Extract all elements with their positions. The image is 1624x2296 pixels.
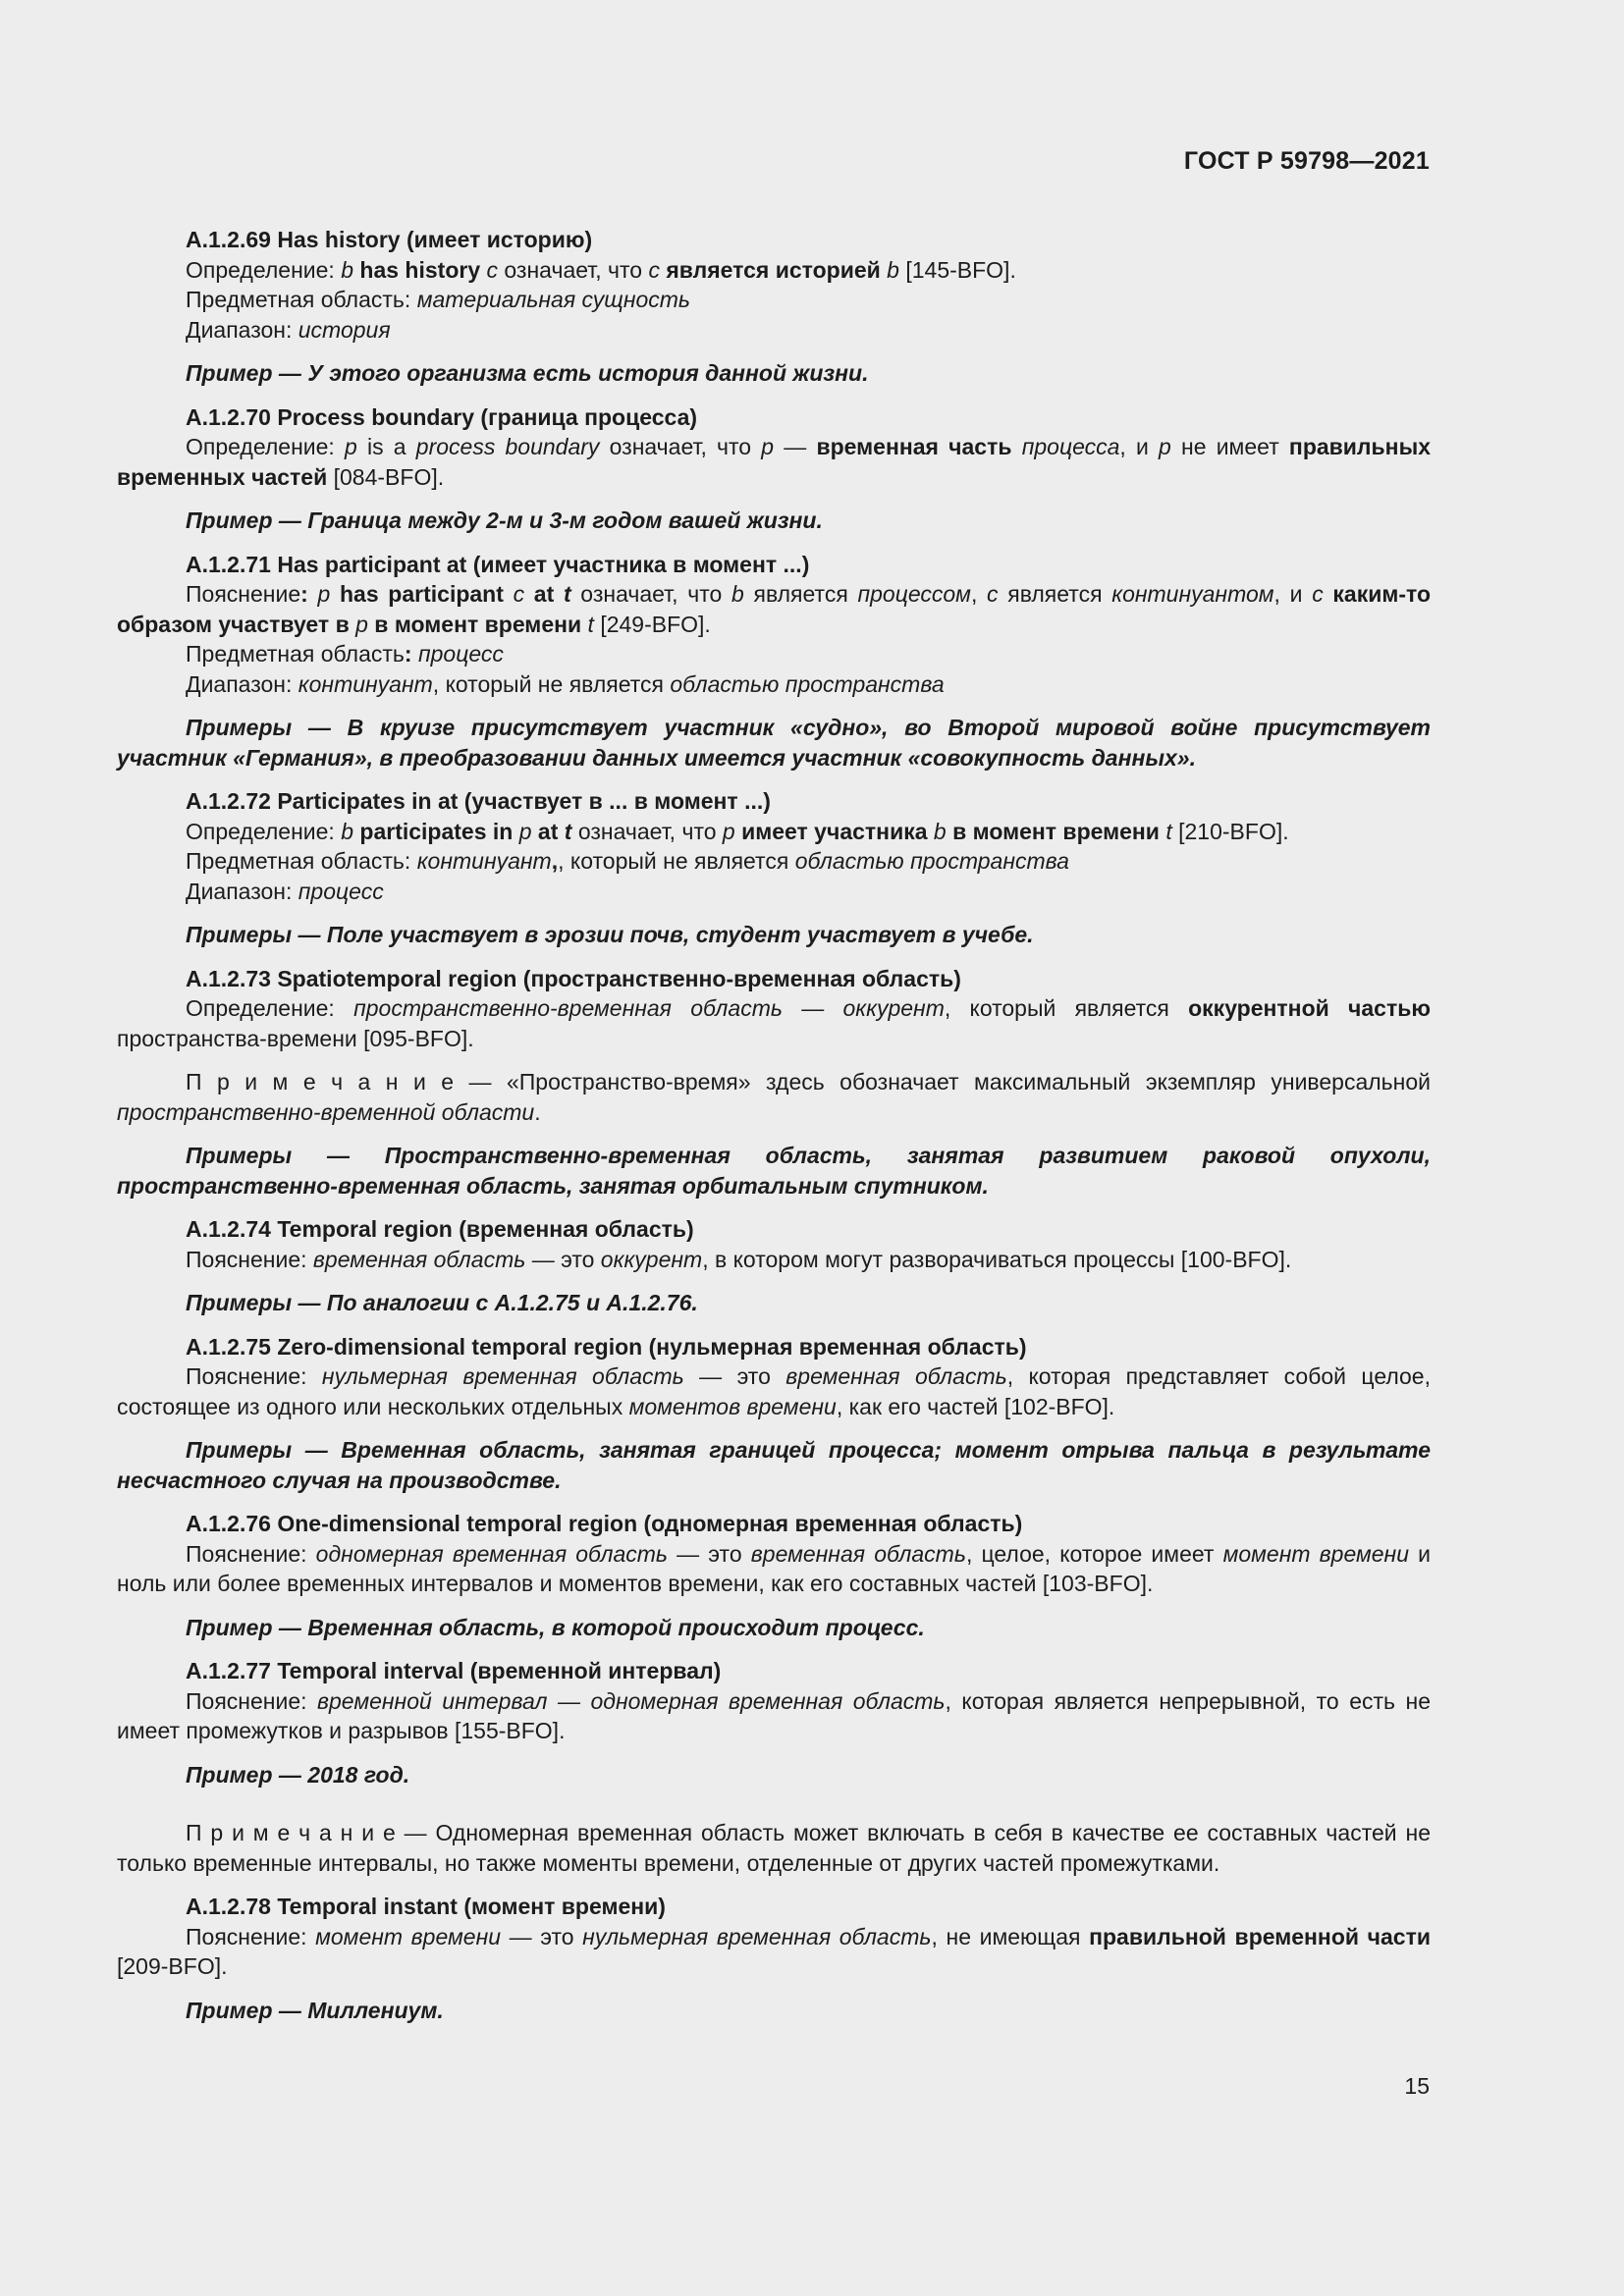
definition: Определение: b participates in p at t означает, что p имеет участника b в момент времени t [210-BFO].	[186, 818, 1289, 844]
page-number: 15	[1404, 2073, 1430, 2099]
example: Пример — У этого организма есть история данной жизни.	[186, 360, 869, 386]
explanation: Пояснение: временная область — это оккурент, в котором могут разворачиваться процессы [100-BFO].	[186, 1246, 1292, 1272]
section-title: А.1.2.78 Temporal instant (момент времени)	[186, 1894, 666, 1919]
section-title: А.1.2.73 Spatiotemporal region (пространственно-временная область)	[186, 965, 961, 991]
example: Пример — 2018 год.	[186, 1761, 410, 1788]
document-id-header: ГОСТ Р 59798—2021	[1183, 147, 1430, 175]
range: Диапазон: история	[186, 316, 391, 343]
example: Примеры — В круизе присутствует участник «судно», во Второй мировой войне присутствует участник «Германия», в преобразовании данных имеется участник «совокупность данных».	[117, 715, 1431, 771]
range: Диапазон: континуант, который не является областью пространства	[186, 670, 945, 697]
explanation: Пояснение: момент времени — это нульмерная временная область, не имеющая правильной временной части [209-BFO].	[117, 1923, 1431, 1979]
section-title: А.1.2.77 Temporal interval (временной интервал)	[186, 1658, 722, 1683]
example: Примеры — Поле участвует в эрозии почв, студент участвует в учебе.	[186, 922, 1034, 947]
note: П р и м е ч а н и е — «Пространство-время» здесь обозначает максимальный экземпляр универсальной пространственно-временной области.	[117, 1069, 1431, 1125]
example: Примеры — По аналогии с А.1.2.75 и А.1.2.76.	[186, 1290, 698, 1315]
domain: Предметная область: процесс	[186, 641, 504, 667]
definition: Определение: b has history c означает, что c является историей b [145-BFO].	[186, 256, 1016, 283]
section-title: А.1.2.74 Temporal region (временная область)	[186, 1216, 694, 1242]
explanation: Пояснение: p has participant c at t означает, что b является процессом, c является континуантом, и c каким-то образом участвует в p в момент времени t [249-BFO].	[117, 581, 1432, 637]
definition: Определение: p is a process boundary означает, что p — временная часть процесса, и p не имеет правильных временных частей [084-BFO].	[117, 434, 1432, 490]
section-title: А.1.2.71 Has participant at (имеет участника в момент ...)	[186, 551, 810, 577]
explanation: Пояснение: нульмерная временная область — это временная область, которая представляет собой целое, состоящее из одного или нескольких отдельных моментов времени, как его частей [102-BFO].	[117, 1363, 1431, 1419]
example: Пример — Граница между 2-м и 3-м годом вашей жизни.	[186, 507, 823, 533]
section-title: А.1.2.69 Has history (имеет историю)	[186, 227, 593, 252]
explanation: Пояснение: одномерная временная область — это временная область, целое, которое имеет момент времени и ноль или более временных интервалов и моментов времени, как его составных частей [103-BFO].	[117, 1540, 1431, 1596]
example: Пример — Временная область, в которой происходит процесс.	[186, 1614, 925, 1640]
example: Пример — Миллениум.	[186, 1997, 444, 2023]
section-title: А.1.2.76 One-dimensional temporal region (одномерная временная область)	[186, 1511, 1023, 1536]
note: П р и м е ч а н и е — Одномерная временная область может включать в себя в качестве ее составных частей не только временные интервалы, но также моменты времени, отделенные от других частей промежутками.	[117, 1820, 1431, 1876]
section-title: А.1.2.72 Participates in at (участвует в ... в момент ...)	[186, 788, 771, 814]
section-title: А.1.2.70 Process boundary (граница процесса)	[186, 403, 698, 430]
section-title: А.1.2.75 Zero-dimensional temporal region (нульмерная временная область)	[186, 1333, 1027, 1360]
document-body	[117, 225, 1431, 2025]
domain: Предметная область: материальная сущность	[186, 287, 691, 312]
explanation: Пояснение: временной интервал — одномерная временная область, которая является непрерывной, то есть не имеет промежутков и разрывов [155-BFO].	[117, 1687, 1431, 1743]
example: Примеры — Временная область, занятая границей процесса; момент отрыва пальца в результате несчастного случая на производстве.	[117, 1437, 1431, 1493]
domain: Предметная область: континуант,, который не является областью пространства	[186, 848, 1069, 874]
range: Диапазон: процесс	[186, 878, 384, 904]
example: Примеры — Пространственно-временная область, занятая развитием раковой опухоли, пространственно-временная область, занятая орбитальным спутником.	[117, 1143, 1431, 1199]
definition: Определение: пространственно-временная область — оккурент, который является оккурентной частью пространства-времени [095-BFO].	[117, 995, 1431, 1051]
